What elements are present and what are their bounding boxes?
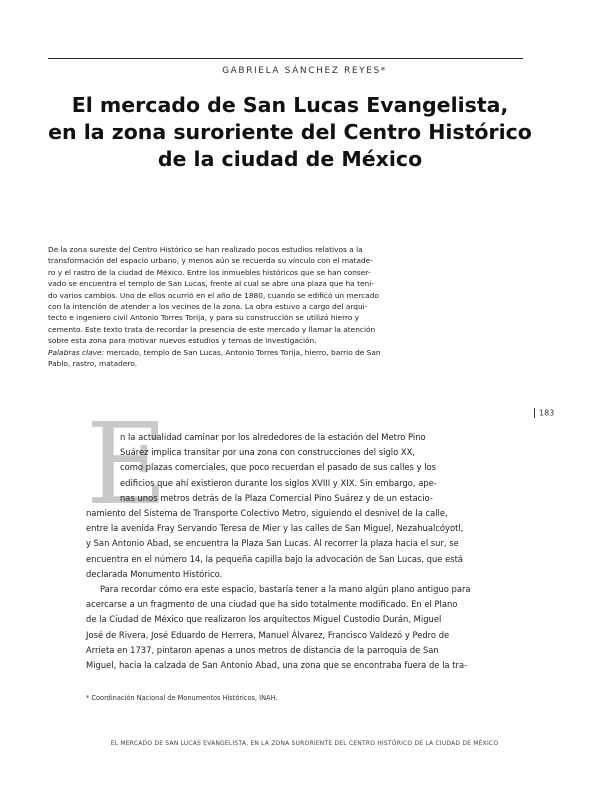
- title-line: El mercado de San Lucas Evangelista,: [71, 93, 509, 117]
- body-line: Arrieta en 1737, pintaron apenas a unos metros de distancia de la parroquia de San: [86, 644, 439, 655]
- abstract-line: sobre esta zona para motivar nuevos estudios y temas de investigación.: [48, 336, 317, 346]
- abstract-line: do varios cambios. Uno de ellos ocurrió en el año de 1880, cuando se edificó un mercado: [48, 290, 379, 300]
- title-line: de la ciudad de México: [157, 147, 423, 171]
- keywords-line: Pablo, rastro, matadero.: [48, 359, 138, 369]
- body-line: declarada Monumento Histórico.: [86, 568, 223, 579]
- author-name: GABRIELA SÁNCHEZ REYES*: [222, 66, 387, 76]
- body-line: José de Rivera, José Eduardo de Herrera, Manuel Álvarez, Francisco Valdezó y Pedro de: [86, 629, 450, 640]
- body-line: entre la avenida Fray Servando Teresa de Mier y las calles de San Miguel, Nezahualcóyotl,: [86, 523, 464, 534]
- body-line: namiento del Sistema de Transporte Colectivo Metro, siguiendo el desnivel de la calle,: [86, 508, 448, 518]
- page-number-bar: [534, 408, 535, 418]
- page-number-value: 183: [539, 408, 555, 418]
- body-line: de la Ciudad de México que realizaron los arquitectos Miguel Custodio Durán, Miguel: [86, 614, 442, 625]
- keywords: [48, 347, 408, 358]
- body-line: n la actualidad caminar por los alrededores de la estación del Metro Pino: [120, 432, 426, 442]
- abstract-line: vado se encuentra el templo de San Lucas, frente al cual se abre una plaza que ha teni-: [48, 279, 374, 289]
- keywords-label: Palabras clave:: [48, 347, 105, 357]
- abstract-line: De la zona sureste del Centro Histórico se han realizado pocos estudios relativos a la: [48, 245, 363, 254]
- top-rule: [48, 58, 523, 59]
- abstract-line: tecto e ingeniero civil Antonio Torres Torija, y para su construcción se utilizó hierro y: [48, 313, 360, 323]
- body-line: Para recordar cómo era este espacio, bastaría tener a la mano algún plano antiguo para: [100, 584, 471, 594]
- page-number: [534, 408, 554, 418]
- body-line: Suárez implica transitar por una zona con construcciones del siglo XX,: [120, 447, 416, 458]
- body-line: edificios que ahí existieron durante los siglos XVIII y XIX. Sin embargo, ape-: [120, 477, 437, 488]
- body-line: y San Antonio Abad, se encuentra la Plaza San Lucas. Al recorrer la plaza hacia el sur, se: [86, 538, 459, 549]
- abstract: [48, 244, 408, 369]
- title-line: en la zona suroriente del Centro Histórico: [48, 120, 532, 144]
- body-line: como plazas comerciales, que poco recuerdan el pasado de sus calles y los: [120, 462, 437, 473]
- body-line: acercarse a un fragmento de una ciudad que ha sido totalmente modificado. En el Plano: [86, 599, 458, 610]
- article-title: [30, 92, 550, 173]
- running-footer: EL MERCADO DE SAN LUCAS EVANGELISTA, EN LA ZONA SURORIENTE DEL CENTRO HISTÓRICO DE LA CIUDAD DE MÉXICO: [110, 740, 499, 747]
- body-line: encuentra en el número 14, la pequeña capilla bajo la advocación de San Lucas, que está: [86, 553, 464, 564]
- body-line: nas unos metros detrás de la Plaza Comercial Pino Suárez y de un estacio-: [120, 492, 433, 503]
- footnote: * Coordinación Nacional de Monumentos Históricos, INAH.: [86, 694, 278, 702]
- keywords-text: mercado, templo de San Lucas, Antonio Torres Torija, hierro, barrio de San: [104, 347, 381, 357]
- abstract-line: ro y el rastro de la ciudad de México. Entre los inmuebles históricos que se han conser-: [48, 267, 371, 277]
- abstract-line: transformación del espacio urbano, y menos aún se recuerda su vínculo con el matade-: [48, 256, 373, 266]
- abstract-line: cemento. Este texto trata de recordar la presencia de este mercado y llamar la atención: [48, 324, 376, 334]
- drop-cap: E: [86, 400, 168, 530]
- body-line: Miguel, hacia la calzada de San Antonio Abad, una zona que se encontraba fuera de la tra-: [86, 660, 468, 670]
- abstract-line: con la intención de atender a los vecinos de la zona. La obra estuvo a cargo del arqui-: [48, 302, 368, 312]
